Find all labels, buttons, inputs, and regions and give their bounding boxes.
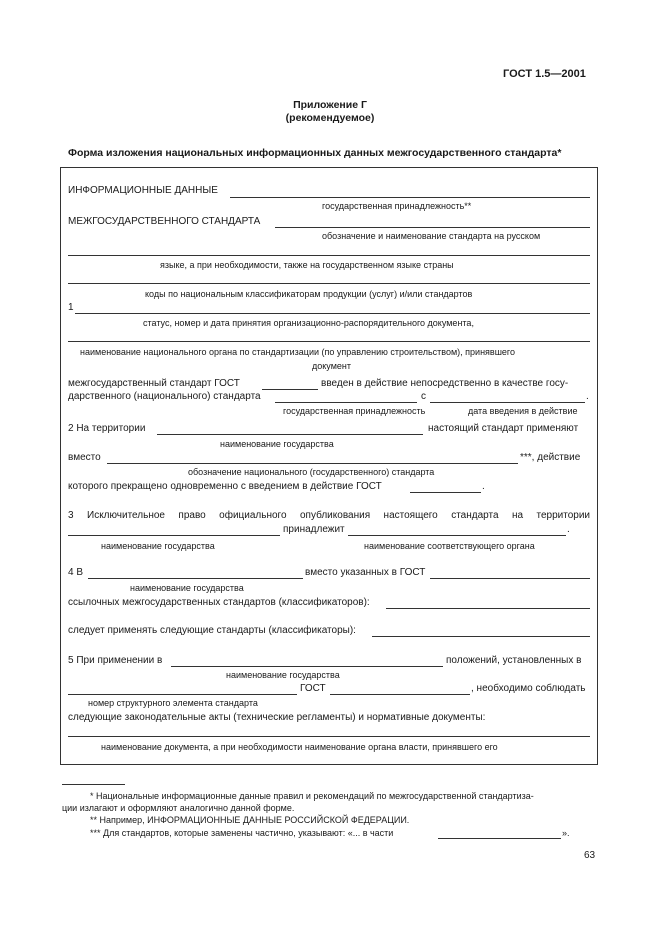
blank-line xyxy=(157,434,423,435)
form-text-terminated: которого прекращено одновременно с введением в действие ГОСТ xyxy=(68,481,382,492)
caption-effective-date: дата введения в действие xyxy=(468,406,578,416)
blank-line xyxy=(88,578,303,579)
blank-line xyxy=(75,313,590,314)
form-text-legislative: следующие законодательные акты (технические регламенты) и нормативные документы: xyxy=(68,712,486,723)
form-text-must-observe: , необходимо соблюдать xyxy=(471,683,586,694)
form-label-info-data: ИНФОРМАЦИОННЫЕ ДАННЫЕ xyxy=(68,185,218,196)
blank-line xyxy=(107,463,518,464)
form-item-3: 3 Исключительное право официального опубликования настоящего стандарта на территории xyxy=(68,510,590,521)
caption-state-name-3: наименование государства xyxy=(101,541,215,551)
caption-state-affiliation: государственная принадлежность** xyxy=(322,201,472,211)
blank-line xyxy=(348,535,566,536)
form-text-introduced: введен в действие непосредственно в качестве госу- xyxy=(321,378,569,389)
form-item-1: 1 xyxy=(68,302,74,313)
footnote-separator xyxy=(62,784,125,785)
blank-line xyxy=(68,255,590,256)
footnote-1: * Национальные информационные данные правил и рекомендаций по межгосударственной стандартиза- xyxy=(90,791,534,801)
form-text-action: ***, действие xyxy=(520,452,581,463)
form-title: Форма изложения национальных информационных данных межгосударственного стандарта* xyxy=(68,147,562,159)
blank-line xyxy=(430,402,585,403)
caption-state-affiliation-2: государственная принадлежность xyxy=(283,406,426,416)
form-text-provisions: положений, установленных в xyxy=(446,655,582,666)
blank-line xyxy=(372,636,590,637)
blank-line xyxy=(438,838,561,839)
blank-line xyxy=(275,402,417,403)
form-text-belongs: принадлежит xyxy=(283,524,345,535)
caption-structural-element: номер структурного элемента стандарта xyxy=(88,698,258,708)
caption-national-standard: обозначение национального (государственного) стандарта xyxy=(188,467,435,477)
blank-line xyxy=(386,608,590,609)
caption-language: языке, а при необходимости, также на государственном языке страны xyxy=(160,260,454,270)
form-text-apply: настоящий стандарт применяют xyxy=(428,423,579,434)
form-item-4: 4 В xyxy=(68,567,84,578)
caption-state-name-5: наименование государства xyxy=(226,670,340,680)
footnote-1-cont: ции излагают и оформляют аналогично данной форме. xyxy=(62,803,295,813)
footnote-3: *** Для стандартов, которые заменены частично, указывают: «... в части xyxy=(90,828,394,838)
caption-state-name-4: наименование государства xyxy=(130,583,244,593)
caption-document: документ xyxy=(312,361,351,371)
caption-relevant-body: наименование соответствующего органа xyxy=(364,541,535,551)
form-text-apply-following: следует применять следующие стандарты (классификаторы): xyxy=(68,625,356,636)
form-text-referenced: ссылочных межгосударственных стандартов (классификаторов): xyxy=(68,597,370,608)
blank-line xyxy=(68,535,280,536)
caption-national-body: наименование национального органа по стандартизации (по управлению строительством), принявшего xyxy=(80,347,516,357)
form-text-gost: межгосударственный стандарт ГОСТ xyxy=(68,378,240,389)
form-item-5: 5 При применении в xyxy=(68,655,163,666)
form-text-national-standard: дарственного (национального) стандарта xyxy=(68,391,261,402)
blank-line xyxy=(68,283,590,284)
caption-codes: коды по национальным классификаторам продукции (услуг) и/или стандартов xyxy=(145,289,473,299)
caption-state-name: наименование государства xyxy=(220,439,334,449)
blank-line xyxy=(68,694,297,695)
blank-line xyxy=(230,197,590,198)
blank-line xyxy=(68,341,590,342)
caption-status: статус, номер и дата принятия организационно-распорядительного документа, xyxy=(143,318,474,328)
standard-code: ГОСТ 1.5—2001 xyxy=(503,68,586,80)
blank-line xyxy=(275,227,590,228)
blank-line xyxy=(171,666,443,667)
form-text-instead: вместо xyxy=(68,452,101,463)
page-number: 63 xyxy=(584,850,596,861)
form-text-instead-gost: вместо указанных в ГОСТ xyxy=(305,567,426,578)
form-text-period: . xyxy=(586,391,589,402)
appendix-note: (рекомендуемое) xyxy=(285,112,375,124)
blank-line xyxy=(262,389,318,390)
footnote-3-end: ». xyxy=(562,828,570,838)
caption-document-name: наименование документа, а при необходимости наименование органа власти, принявшего его xyxy=(101,742,498,752)
form-text-period: . xyxy=(567,524,570,535)
form-label-interstate-standard: МЕЖГОСУДАРСТВЕННОГО СТАНДАРТА xyxy=(68,216,261,227)
blank-line xyxy=(330,694,470,695)
blank-line xyxy=(410,492,481,493)
caption-designation: обозначение и наименование стандарта на русском xyxy=(322,231,541,241)
blank-line xyxy=(68,736,590,737)
form-text-from: с xyxy=(421,391,426,402)
form-item-2: 2 На территории xyxy=(68,423,146,434)
form-text-gost-2: ГОСТ xyxy=(300,683,326,694)
blank-line xyxy=(430,578,590,579)
footnote-2: ** Например, ИНФОРМАЦИОННЫЕ ДАННЫЕ РОССИЙСКОЙ ФЕДЕРАЦИИ. xyxy=(90,815,410,825)
form-text-period: . xyxy=(482,481,485,492)
appendix-title: Приложение Г xyxy=(293,99,367,111)
